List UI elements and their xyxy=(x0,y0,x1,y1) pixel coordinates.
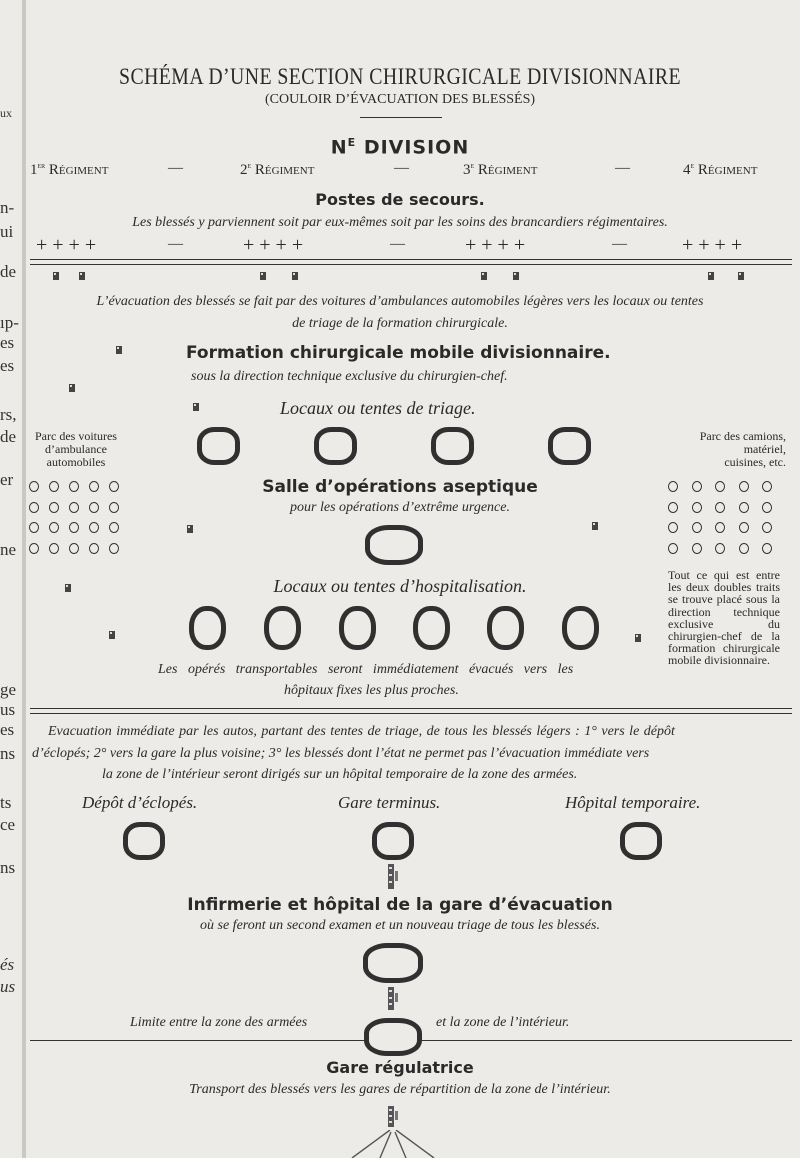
ambulance-icon xyxy=(480,271,488,282)
parking-spot xyxy=(89,522,99,533)
regiment-dash: — xyxy=(390,236,405,252)
parking-spot xyxy=(762,522,772,533)
operating-room xyxy=(365,525,423,565)
parking-spot xyxy=(109,543,119,554)
crosses-regiment-4: + + + + xyxy=(682,234,743,256)
margin-fragment: er xyxy=(0,470,14,489)
triage-tent-1 xyxy=(197,427,240,465)
destination-gare: Gare terminus. xyxy=(338,793,441,812)
hospital-tent-4 xyxy=(413,606,450,650)
parking-spot xyxy=(762,543,772,554)
infirmerie-ring xyxy=(363,943,423,983)
lower-double-rule-bottom xyxy=(30,713,792,714)
postes-title: Postes de secours. xyxy=(315,190,485,209)
gare-regulatrice-ring xyxy=(364,1018,422,1056)
regiment-2: 2e Régiment xyxy=(240,160,315,178)
train-icon xyxy=(386,863,400,891)
limite-right-text: et la zone de l’intérieur. xyxy=(436,1015,570,1030)
zone-boundary-line-right xyxy=(422,1040,792,1041)
margin-fragment: ne xyxy=(0,540,17,559)
ambulance-icon xyxy=(52,271,60,282)
ambulance-icon xyxy=(186,524,194,535)
ambulance-icon xyxy=(259,271,267,282)
crosses-regiment-3: + + + + xyxy=(465,234,526,256)
hospital-tent-5 xyxy=(487,606,524,650)
gare-regulatrice-subtitle: Transport des blessés vers les gares de répartition de la zone de l’intérieur. xyxy=(189,1082,611,1097)
evac-immediate-line2: d’éclopés; 2° vers la gare la plus voisine; 3° les blessés dont l’état ne permet pas l’évacuation immédiate vers xyxy=(32,746,650,761)
parking-spot xyxy=(89,543,99,554)
parking-spot xyxy=(29,522,39,533)
division-heading: $N^E$ DIVISION xyxy=(330,136,470,159)
parking-spot xyxy=(109,522,119,533)
parking-spot xyxy=(69,522,79,533)
ambulance-icon xyxy=(634,633,642,644)
regiment-dash: — xyxy=(394,160,409,176)
destination-depot: Dépôt d’éclopés. xyxy=(82,793,198,812)
ambulance-icon xyxy=(291,271,299,282)
infirmerie-title: Infirmerie et hôpital de la gare d’évacuation xyxy=(187,895,613,915)
salle-subtitle: pour les opérations d’extrême urgence. xyxy=(290,500,510,515)
evacuation-text-line1: L’évacuation des blessés se fait par des voitures d’ambulances automobiles légères vers les locaux ou tentes xyxy=(96,294,704,309)
margin-fragment: n- xyxy=(0,198,15,217)
ambulance-icon xyxy=(108,630,116,641)
parking-spot xyxy=(69,543,79,554)
train-icon xyxy=(386,986,400,1012)
regiment-1: 1er Régiment xyxy=(30,160,109,178)
parking-spot xyxy=(49,543,59,554)
limite-left-text: Limite entre la zone des armées xyxy=(130,1015,308,1030)
ambulance-icon xyxy=(192,402,200,413)
parking-spot xyxy=(715,543,725,554)
formation-subtitle: sous la direction technique exclusive du chirurgien-chef. xyxy=(191,369,508,384)
operes-text-line2: hôpitaux fixes les plus proches. xyxy=(284,683,459,698)
side-note: Tout ce qui est entre les deux doubles traits se trouve placé sous la direction technique exclusive du chirurgien-chef de la formation chirurgicale mobile divisionnaire. xyxy=(668,568,780,668)
margin-fragment: ux xyxy=(0,106,12,120)
parking-spot xyxy=(715,522,725,533)
gare-regulatrice-title: Gare régulatrice xyxy=(326,1058,474,1077)
postes-description: Les blessés y parviennent soit par eux-mêmes soit par les soins des brancardiers régimentaires. xyxy=(132,215,668,230)
margin-fragment: us xyxy=(0,977,16,996)
margin-fragment: es xyxy=(0,720,15,739)
regiment-dash: — xyxy=(168,236,183,252)
parking-spot xyxy=(739,543,749,554)
ambulance-icon xyxy=(68,383,76,394)
page-title: SCHÉMA D’UNE SECTION CHIRURGICALE DIVISIONNAIRE xyxy=(119,64,681,89)
regiment-dash: — xyxy=(612,236,627,252)
upper-double-rule-top xyxy=(30,259,792,260)
train-icon xyxy=(386,1105,400,1129)
margin-fragment: us xyxy=(0,700,16,719)
title-rule xyxy=(360,117,442,118)
destination-hopital: Hôpital temporaire. xyxy=(565,793,701,812)
infirmerie-subtitle: où se feront un second examen et un nouveau triage de tous les blessés. xyxy=(200,918,600,933)
crosses-regiment-1: + + + + xyxy=(36,234,97,256)
margin-fragment: ui xyxy=(0,222,14,241)
margin-fragment: ce xyxy=(0,815,16,834)
parc-voitures-label: Parc des voitures d’ambulance automobiles xyxy=(35,429,117,469)
zone-boundary-line-left xyxy=(30,1040,365,1041)
hospital-tent-2 xyxy=(264,606,301,650)
regiment-4: 4e Régiment xyxy=(683,160,758,178)
regiment-3: 3e Régiment xyxy=(463,160,538,178)
evacuation-text-line2: de triage de la formation chirurgicale. xyxy=(292,316,508,331)
margin-fragment: ts xyxy=(0,793,12,812)
lower-double-rule-top xyxy=(30,708,792,709)
margin-fragment: és xyxy=(0,955,15,974)
evac-immediate-line1: Evacuation immédiate par les autos, partant des tentes de triage, de tous les blessés légers : 1° vers le dépôt xyxy=(48,724,675,739)
ambulance-icon xyxy=(512,271,520,282)
formation-title: Formation chirurgicale mobile divisionnaire. xyxy=(186,343,611,363)
ambulance-icon xyxy=(78,271,86,282)
triage-label: Locaux ou tentes de triage. xyxy=(280,398,476,418)
gare-terminus-ring xyxy=(372,822,414,860)
margin-fragment: ns xyxy=(0,858,16,877)
margin-fragment: es xyxy=(0,333,15,352)
triage-tent-3 xyxy=(431,427,474,465)
parking-spot xyxy=(739,522,749,533)
evac-immediate-line3: la zone de l’intérieur seront dirigés sur un hôpital temporaire de la zone des armées. xyxy=(102,767,578,782)
parking-spot xyxy=(49,522,59,533)
parking-spot xyxy=(692,522,702,533)
ambulance-icon xyxy=(115,345,123,356)
upper-double-rule-bottom xyxy=(30,264,792,265)
hospital-tent-6 xyxy=(562,606,599,650)
operes-text-line1: Les opérés transportables seront immédiatement évacués vers les xyxy=(158,662,574,677)
ambulance-icon xyxy=(737,271,745,282)
hospitalisation-label: Locaux ou tentes d’hospitalisation. xyxy=(273,576,527,596)
parking-spot xyxy=(692,543,702,554)
margin-fragment: de xyxy=(0,427,17,446)
regiment-dash: — xyxy=(615,160,630,176)
hopital-temporaire-ring xyxy=(620,822,662,860)
margin-fragment: de xyxy=(0,262,17,281)
hospital-tent-3 xyxy=(339,606,376,650)
triage-tent-2 xyxy=(314,427,357,465)
margin-fragment: rs, xyxy=(0,405,17,424)
ambulance-icon xyxy=(591,521,599,532)
margin-fragment: ge xyxy=(0,680,17,699)
hospital-tent-1 xyxy=(189,606,226,650)
page-subtitle: (COULOIR D’ÉVACUATION DES BLESSÉS) xyxy=(264,92,536,107)
crosses-regiment-2: + + + + xyxy=(243,234,304,256)
parking-spot xyxy=(668,543,678,554)
regiment-dash: — xyxy=(168,160,183,176)
parking-spot xyxy=(29,543,39,554)
margin-fragment: es xyxy=(0,356,15,375)
ambulance-icon xyxy=(64,583,72,594)
margin-fragment: ıp- xyxy=(0,313,19,332)
depot-eclopes-ring xyxy=(123,822,165,860)
triage-tent-4 xyxy=(548,427,591,465)
railway-tracks-icon xyxy=(350,1130,436,1158)
margin-fragment: ns xyxy=(0,744,16,763)
parc-camions-label: Parc des camions, matériel, cuisines, etc. xyxy=(699,429,786,469)
ambulance-icon xyxy=(707,271,715,282)
parking-spot xyxy=(668,522,678,533)
salle-title: Salle d’opérations aseptique xyxy=(262,477,538,497)
